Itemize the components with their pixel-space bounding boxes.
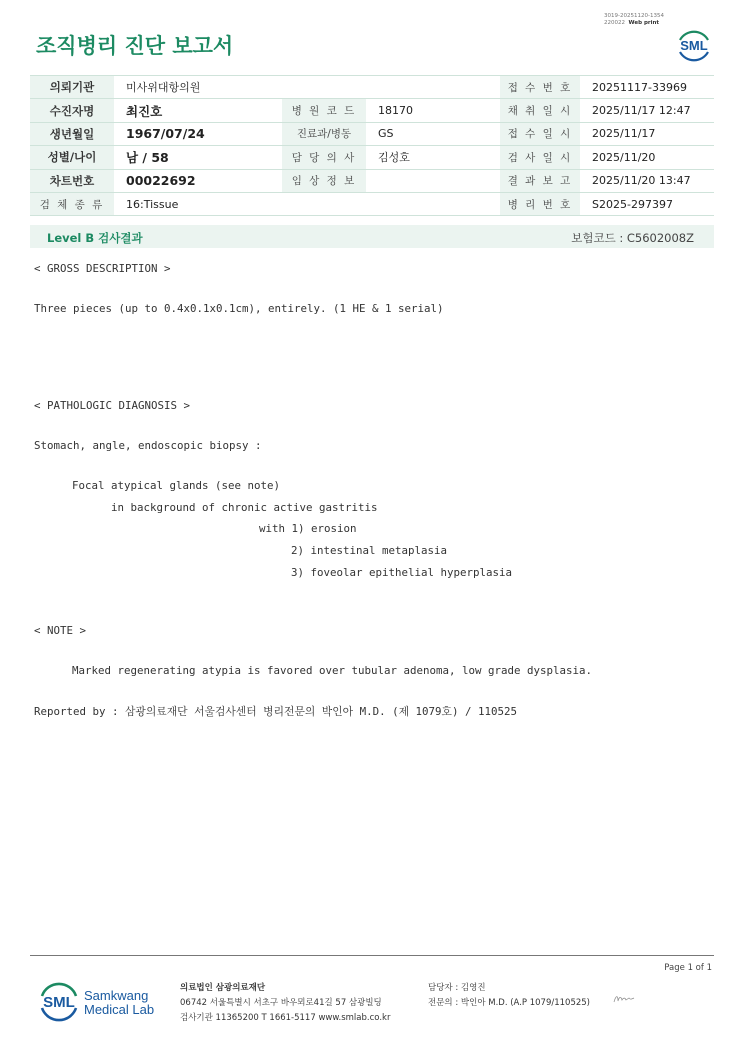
- diagnosis-line: Focal atypical glands (see note): [72, 479, 281, 492]
- organization-name: 의료법인 삼광의료재단: [180, 983, 266, 993]
- value-collection-date: 2025/11/17 12:47: [580, 99, 714, 122]
- organization-address: 06742 서울특별시 서초구 바우뫼로41길 57 삼광빌딩: [180, 998, 382, 1008]
- brand-line1: Samkwang: [84, 988, 149, 1003]
- label-patient-name: 수진자명: [30, 99, 114, 122]
- reported-by: Reported by : 삼광의료재단 서울검사센터 병리전문의 박인아 M.D. (제 1079호) / 110525: [34, 705, 517, 718]
- diagnosis-site: Stomach, angle, endoscopic biopsy :: [34, 439, 262, 452]
- label-test-date: 검 사 일 시: [500, 146, 580, 169]
- label-specimen-type: 검 체 종 류: [30, 192, 114, 215]
- print-id: 3019-20251120-1354: [604, 13, 664, 19]
- note-text: Marked regenerating atypia is favored over tubular adenoma, low grade dysplasia.: [72, 664, 593, 677]
- value-test-date: 2025/11/20: [580, 146, 714, 169]
- value-pathology-number: S2025-297397: [580, 192, 714, 215]
- gross-description-header: < GROSS DESCRIPTION >: [34, 262, 171, 275]
- footer-divider: [30, 955, 714, 956]
- value-specimen-type: 16:Tissue: [114, 192, 500, 215]
- value-hospital-code: 18170: [366, 99, 500, 122]
- sml-logo-icon: [37, 978, 81, 1026]
- value-patient-name: 최진호: [114, 99, 282, 122]
- table-row: [30, 99, 714, 122]
- gross-description-text: Three pieces (up to 0.4x0.1x0.1cm), entirely. (1 HE & 1 serial): [34, 302, 444, 315]
- result-level-label: Level B 검사결과: [47, 231, 143, 245]
- staff-info: [428, 981, 590, 1011]
- label-department: 진료과/병동: [282, 122, 366, 145]
- label-birth-date: 생년월일: [30, 122, 114, 145]
- diagnosis-line: in background of chronic active gastritis: [111, 501, 378, 514]
- table-row: [30, 122, 714, 145]
- value-accession-number: 20251117-33969: [580, 76, 714, 99]
- label-clinical-info: 임 상 정 보: [282, 169, 366, 192]
- value-department: GS: [366, 122, 500, 145]
- label-result-report: 결 과 보 고: [500, 169, 580, 192]
- table-row: [30, 76, 714, 99]
- label-hospital-code: 병 원 코 드: [282, 99, 366, 122]
- label-collection-date: 채 취 일 시: [500, 99, 580, 122]
- value-result-report: 2025/11/20 13:47: [580, 169, 714, 192]
- brand-line2: Medical Lab: [84, 1002, 155, 1017]
- print-meta: [604, 13, 664, 27]
- label-chart-number: 차트번호: [30, 169, 114, 192]
- label-sex-age: 성별/나이: [30, 146, 114, 169]
- label-pathology-number: 병 리 번 호: [500, 192, 580, 215]
- staff-in-charge: 담당자 : 김영진: [428, 983, 486, 993]
- brand-name: [84, 989, 154, 1017]
- pathologist: 전문의 : 박인아 M.D. (A.P 1079/110525): [428, 998, 590, 1008]
- diagnosis-line: with 1) erosion: [259, 522, 357, 535]
- page-title: 조직병리 진단 보고서: [36, 34, 234, 58]
- print-mode: Web print: [628, 20, 660, 26]
- sml-logo-icon: [674, 26, 714, 64]
- label-attending-doctor: 담 당 의 사: [282, 146, 366, 169]
- organization-info: [180, 981, 390, 1026]
- table-row: [30, 192, 714, 215]
- value-chart-number: 00022692: [114, 169, 282, 192]
- diagnosis-line: 2) intestinal metaplasia: [291, 544, 448, 557]
- table-row: [30, 169, 714, 192]
- signature-icon: [612, 993, 636, 1005]
- diagnosis-line: 3) foveolar epithelial hyperplasia: [291, 566, 513, 579]
- value-birth-date: 1967/07/24: [114, 122, 282, 145]
- page-number: Page 1 of 1: [664, 963, 712, 973]
- logo-text: SML: [680, 38, 708, 53]
- logo-text: SML: [43, 994, 75, 1011]
- value-clinical-info: [366, 169, 500, 192]
- result-header-bar: [30, 225, 714, 248]
- value-attending-doctor: 김성호: [366, 146, 500, 169]
- value-sex-age: 남 / 58: [114, 146, 282, 169]
- table-row: [30, 146, 714, 169]
- insurance-code: 보험코드 : C5602008Z: [571, 231, 694, 245]
- value-requesting-clinic: 미사위대항의원: [114, 76, 500, 99]
- label-requesting-clinic: 의뢰기관: [30, 76, 114, 99]
- pathologic-diagnosis-header: < PATHOLOGIC DIAGNOSIS >: [34, 399, 191, 412]
- patient-info-table: [30, 75, 714, 216]
- label-receipt-date: 접 수 일 시: [500, 122, 580, 145]
- organization-contact: 검사기관 11365200 T 1661-5117 www.smlab.co.kr: [180, 1013, 391, 1023]
- print-code: 220022: [604, 20, 625, 26]
- value-receipt-date: 2025/11/17: [580, 122, 714, 145]
- note-header: < NOTE >: [34, 624, 87, 637]
- label-accession-number: 접 수 번 호: [500, 76, 580, 99]
